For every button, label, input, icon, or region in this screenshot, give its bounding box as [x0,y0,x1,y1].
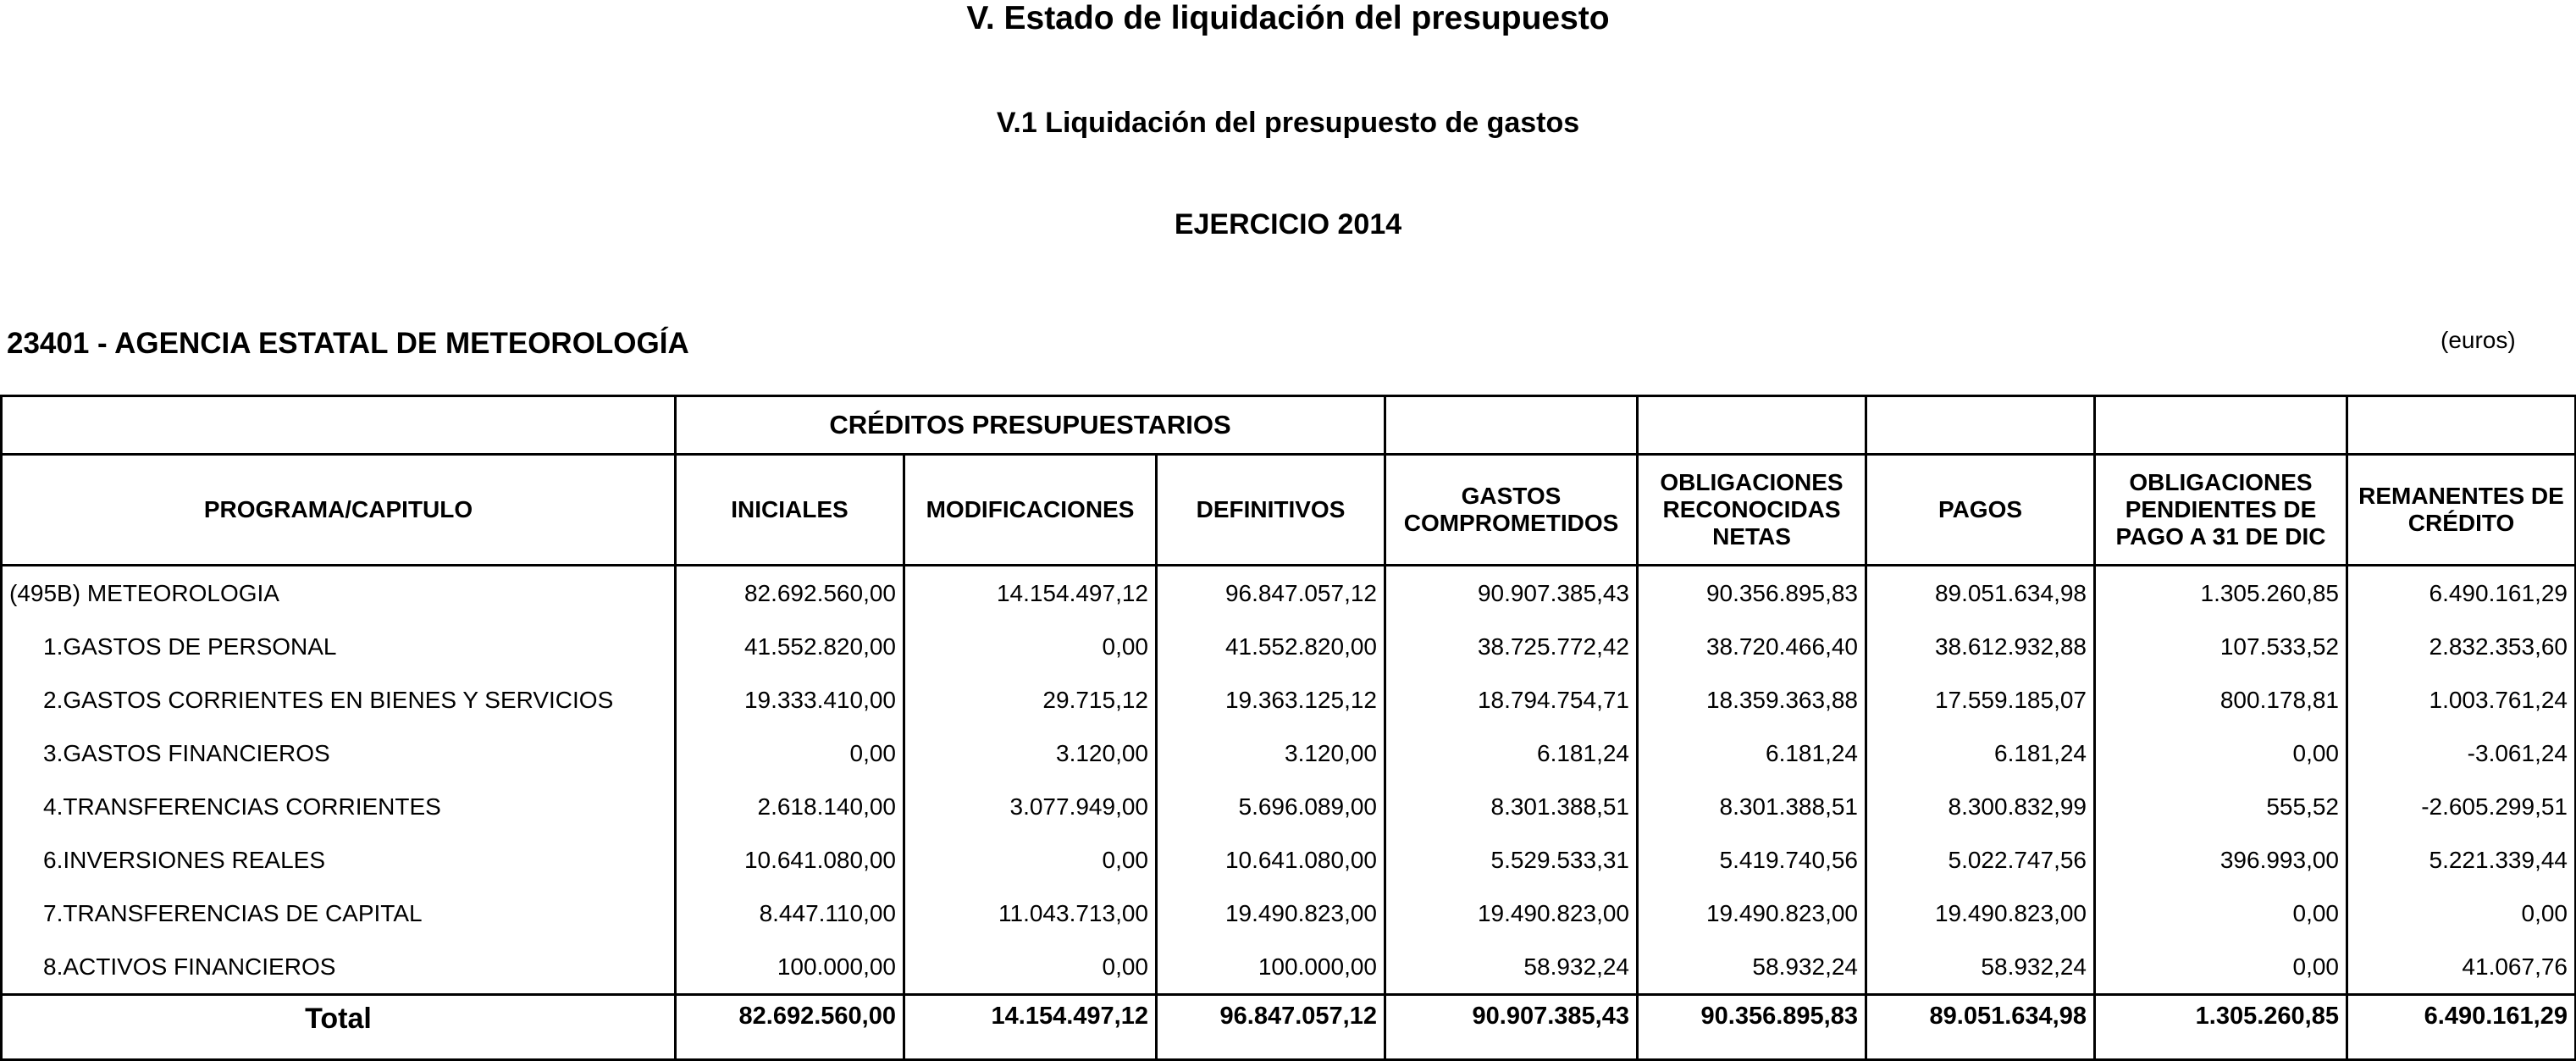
table-cell: 2.618.140,00 [676,780,904,833]
table-cell: 11.043.713,00 [904,887,1157,940]
table-cell: 58.932,24 [1385,940,1638,995]
exercise-label: EJERCICIO 2014 [1174,208,1402,240]
row-label: 7.TRANSFERENCIAS DE CAPITAL [2,887,676,940]
table-cell: 5.696.089,00 [1157,780,1385,833]
table-cell: 555,52 [2095,780,2347,833]
row-label: 1.GASTOS DE PERSONAL [2,620,676,673]
table-cell: 0,00 [2095,940,2347,995]
header-empty-cell [1385,396,1638,455]
table-cell: 0,00 [904,620,1157,673]
table-cell: 38.725.772,42 [1385,620,1638,673]
table-cell: 3.120,00 [1157,727,1385,780]
header-empty-cell [1638,396,1866,455]
column-header: PROGRAMA/CAPITULO [2,455,676,566]
column-header: DEFINITIVOS [1157,455,1385,566]
table-cell: 90.907.385,43 [1385,566,1638,621]
table-cell: 89.051.634,98 [1866,566,2095,621]
header-empty-cell [2347,396,2576,455]
table-cell: 5.529.533,31 [1385,833,1638,887]
table-cell: 18.794.754,71 [1385,673,1638,727]
table-cell: 0,00 [904,833,1157,887]
table-cell: 29.715,12 [904,673,1157,727]
table-row [2,940,2576,995]
table-cell: -3.061,24 [2347,727,2576,780]
table-cell: 41.552.820,00 [676,620,904,673]
table-row [2,566,2576,621]
table-cell: 38.612.932,88 [1866,620,2095,673]
row-label: 2.GASTOS CORRIENTES EN BIENES Y SERVICIOS [2,673,676,727]
table-cell: 0,00 [2347,887,2576,940]
table-cell: 38.720.466,40 [1638,620,1866,673]
total-label: Total [2,995,676,1060]
table-cell: 19.363.125,12 [1157,673,1385,727]
table-cell: 2.832.353,60 [2347,620,2576,673]
table-cell: 107.533,52 [2095,620,2347,673]
column-header: OBLIGACIONES PENDIENTES DE PAGO A 31 DE DIC [2095,455,2347,566]
table-cell: 8.301.388,51 [1385,780,1638,833]
table-cell: 8.301.388,51 [1638,780,1866,833]
table-cell: -2.605.299,51 [2347,780,2576,833]
column-header: MODIFICACIONES [904,455,1157,566]
table-cell: 1.305.260,85 [2095,566,2347,621]
table-cell: 10.641.080,00 [676,833,904,887]
table-row [2,620,2576,673]
row-label: 4.TRANSFERENCIAS CORRIENTES [2,780,676,833]
table-cell: 41.067,76 [2347,940,2576,995]
table-cell: 90.356.895,83 [1638,566,1866,621]
table-row [2,727,2576,780]
total-cell: 82.692.560,00 [676,995,904,1060]
header-empty-cell [2095,396,2347,455]
column-header: OBLIGACIONES RECONOCIDAS NETAS [1638,455,1866,566]
page-subtitle: V.1 Liquidación del presupuesto de gastos [996,107,1580,139]
currency-unit: (euros) [2441,327,2516,353]
entity-name: 23401 - AGENCIA ESTATAL DE METEOROLOGÍA [7,327,689,360]
table-cell: 800.178,81 [2095,673,2347,727]
table-cell: 82.692.560,00 [676,566,904,621]
table-cell: 3.120,00 [904,727,1157,780]
table-cell: 6.181,24 [1638,727,1866,780]
row-label: 3.GASTOS FINANCIEROS [2,727,676,780]
table-cell: 17.559.185,07 [1866,673,2095,727]
total-cell: 89.051.634,98 [1866,995,2095,1060]
table-cell: 19.490.823,00 [1157,887,1385,940]
table-cell: 8.300.832,99 [1866,780,2095,833]
total-cell: 96.847.057,12 [1157,995,1385,1060]
budget-table [0,395,2576,1061]
page-title: V. Estado de liquidación del presupuesto [966,0,1610,36]
table-cell: 8.447.110,00 [676,887,904,940]
table-cell: 396.993,00 [2095,833,2347,887]
table-cell: 19.490.823,00 [1866,887,2095,940]
table-cell: 19.490.823,00 [1385,887,1638,940]
group-header-row [2,396,2576,455]
row-label: 6.INVERSIONES REALES [2,833,676,887]
total-cell: 1.305.260,85 [2095,995,2347,1060]
table-cell: 19.490.823,00 [1638,887,1866,940]
table-cell: 0,00 [2095,727,2347,780]
table-cell: 6.490.161,29 [2347,566,2576,621]
header-empty-cell [2,396,676,455]
table-row [2,673,2576,727]
total-cell: 90.907.385,43 [1385,995,1638,1060]
table-cell: 41.552.820,00 [1157,620,1385,673]
table-cell: 1.003.761,24 [2347,673,2576,727]
table-cell: 5.022.747,56 [1866,833,2095,887]
header-empty-cell [1866,396,2095,455]
table-cell: 3.077.949,00 [904,780,1157,833]
total-cell: 14.154.497,12 [904,995,1157,1060]
table-cell: 18.359.363,88 [1638,673,1866,727]
table-cell: 5.221.339,44 [2347,833,2576,887]
row-label: 8.ACTIVOS FINANCIEROS [2,940,676,995]
table-cell: 6.181,24 [1866,727,2095,780]
column-header: GASTOS COMPROMETIDOS [1385,455,1638,566]
table-row [2,887,2576,940]
table-cell: 100.000,00 [676,940,904,995]
table-cell: 10.641.080,00 [1157,833,1385,887]
table-cell: 0,00 [676,727,904,780]
table-cell: 6.181,24 [1385,727,1638,780]
table-cell: 5.419.740,56 [1638,833,1866,887]
column-header: REMANENTES DE CRÉDITO [2347,455,2576,566]
table-row [2,780,2576,833]
table-cell: 0,00 [904,940,1157,995]
table-cell: 100.000,00 [1157,940,1385,995]
row-label: (495B) METEOROLOGIA [2,566,676,621]
table-cell: 96.847.057,12 [1157,566,1385,621]
total-cell: 6.490.161,29 [2347,995,2576,1060]
table-cell: 58.932,24 [1866,940,2095,995]
table-cell: 58.932,24 [1638,940,1866,995]
group-header-creditos: CRÉDITOS PRESUPUESTARIOS [676,396,1385,455]
table-cell: 14.154.497,12 [904,566,1157,621]
table-cell: 0,00 [2095,887,2347,940]
column-header-row [2,455,2576,566]
total-cell: 90.356.895,83 [1638,995,1866,1060]
column-header: INICIALES [676,455,904,566]
table-cell: 19.333.410,00 [676,673,904,727]
table-row [2,833,2576,887]
column-header: PAGOS [1866,455,2095,566]
